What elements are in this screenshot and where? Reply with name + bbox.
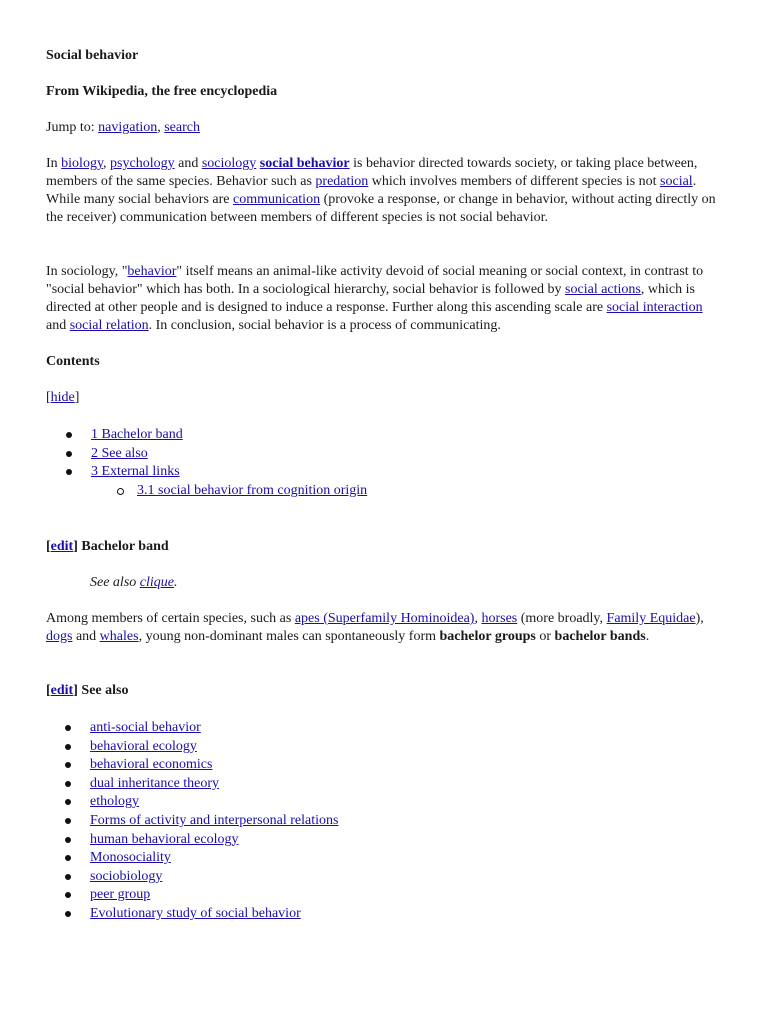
bullet-icon	[65, 818, 71, 824]
toc-link-bachelor-band[interactable]: 1 Bachelor band	[91, 427, 183, 442]
link-horses[interactable]: horses	[481, 611, 518, 626]
list-item	[90, 849, 338, 868]
navigation-link[interactable]: navigation	[98, 120, 158, 135]
see-also-link[interactable]: Evolutionary study of social behavior	[90, 905, 301, 921]
link-predation[interactable]: predation	[315, 174, 369, 189]
bullet-icon	[65, 837, 71, 843]
see-also-link[interactable]: Monosociality	[90, 850, 171, 866]
link-social[interactable]: social	[660, 174, 693, 189]
see-also-link[interactable]: human behavioral ecology	[90, 831, 239, 847]
bullet-icon	[65, 781, 71, 787]
toc-link-external-links[interactable]: 3 External links	[91, 464, 180, 480]
contents-heading: Contents	[46, 354, 100, 369]
bullet-icon	[65, 799, 71, 805]
link-social-actions[interactable]: social actions	[565, 282, 641, 297]
link-social-behavior[interactable]: social behavior	[259, 156, 350, 171]
search-link[interactable]: search	[164, 120, 200, 135]
list-item	[90, 886, 338, 905]
edit-link-bachelor-band[interactable]: edit	[50, 539, 74, 554]
sociology-paragraph: In sociology, "behavior" itself means an animal-like activity devoid of social meaning or social context, in contrast to "social behavior" which has both. In a sociological hierarchy, social behavior is followed by social actions, which is directed at other people and is designed to induce a response. Further along this ascending scale are social interaction and social relation. In conclusion, social behavior is a process of communicating.	[46, 264, 704, 333]
section-heading-bachelor-band: [edit] Bachelor band	[46, 539, 169, 554]
link-psychology[interactable]: psychology	[110, 156, 175, 171]
table-of-contents	[91, 426, 367, 500]
bullet-icon	[65, 762, 71, 768]
list-item	[90, 738, 338, 757]
bullet-icon	[65, 874, 71, 880]
bullet-icon	[65, 911, 71, 917]
link-family-equidae[interactable]: Family Equidae	[606, 611, 696, 626]
jump-links: Jump to: navigation, search	[46, 120, 200, 135]
circle-bullet-icon	[117, 488, 124, 495]
see-also-list	[90, 719, 338, 924]
link-whales[interactable]: whales	[99, 629, 139, 644]
see-also-link[interactable]: peer group	[90, 887, 151, 903]
intro-paragraph: In biology, psychology and sociology social behavior is behavior directed towards society, or taking place between, members of the same species. Behavior such as predation which involves members of different species is not social. While many social behaviors are communication (provoke a response, or change in behavior, without acting directly on the receiver) communication between members of different species is not social behavior.	[46, 156, 716, 225]
link-biology[interactable]: biology	[61, 156, 104, 171]
link-social-relation[interactable]: social relation	[69, 318, 149, 333]
link-sociology[interactable]: sociology	[201, 156, 257, 171]
see-also-link[interactable]: Forms of activity and interpersonal relations	[90, 812, 339, 828]
page-subtitle: From Wikipedia, the free encyclopedia	[46, 84, 278, 99]
bullet-icon	[65, 725, 71, 731]
link-social-interaction[interactable]: social interaction	[606, 300, 703, 315]
bullet-icon	[65, 855, 71, 861]
bullet-icon	[65, 892, 71, 898]
list-item	[90, 812, 338, 831]
list-item	[90, 905, 338, 924]
toc-link-see-also[interactable]: 2 See also	[91, 445, 148, 461]
see-also-link[interactable]: ethology	[90, 794, 139, 810]
list-item	[90, 868, 338, 887]
contents-toggle: [hide]	[46, 390, 80, 405]
see-also-link[interactable]: behavioral ecology	[90, 738, 197, 754]
list-item	[90, 793, 338, 812]
toc-link-cognition-origin[interactable]: 3.1 social behavior from cognition origin	[137, 482, 368, 498]
see-also-note: See also clique.	[90, 575, 178, 590]
see-also-link[interactable]: sociobiology	[90, 868, 163, 884]
link-communication[interactable]: communication	[232, 192, 321, 207]
list-item	[90, 775, 338, 794]
see-also-link[interactable]: behavioral economics	[90, 757, 213, 773]
see-also-link[interactable]: dual inheritance theory	[90, 775, 220, 791]
link-dogs[interactable]: dogs	[46, 629, 73, 644]
bullet-icon	[66, 469, 72, 475]
hide-toc-link[interactable]: hide	[50, 390, 75, 405]
link-apes[interactable]: apes (Superfamily Hominoidea)	[294, 611, 475, 626]
toc-subitem	[137, 482, 367, 501]
see-also-link[interactable]: anti-social behavior	[90, 720, 201, 735]
toc-item	[91, 445, 367, 464]
bachelor-band-paragraph: Among members of certain species, such as apes (Superfamily Hominoidea), horses (more broadly, Family Equidae), dogs and whales, young non-dominant males can spontaneously form bachelor groups or bachelor bands.	[46, 611, 704, 644]
toc-item	[91, 463, 367, 482]
list-item	[90, 719, 338, 738]
page-title: Social behavior	[46, 48, 139, 63]
edit-link-see-also[interactable]: edit	[50, 683, 74, 698]
bullet-icon	[65, 744, 71, 750]
list-item	[90, 831, 338, 850]
link-behavior[interactable]: behavior	[127, 264, 177, 279]
bullet-icon	[66, 451, 72, 457]
list-item	[90, 756, 338, 775]
toc-item	[91, 426, 367, 445]
link-clique[interactable]: clique	[139, 575, 174, 590]
bullet-icon	[66, 432, 72, 438]
section-heading-see-also: [edit] See also	[46, 683, 129, 698]
